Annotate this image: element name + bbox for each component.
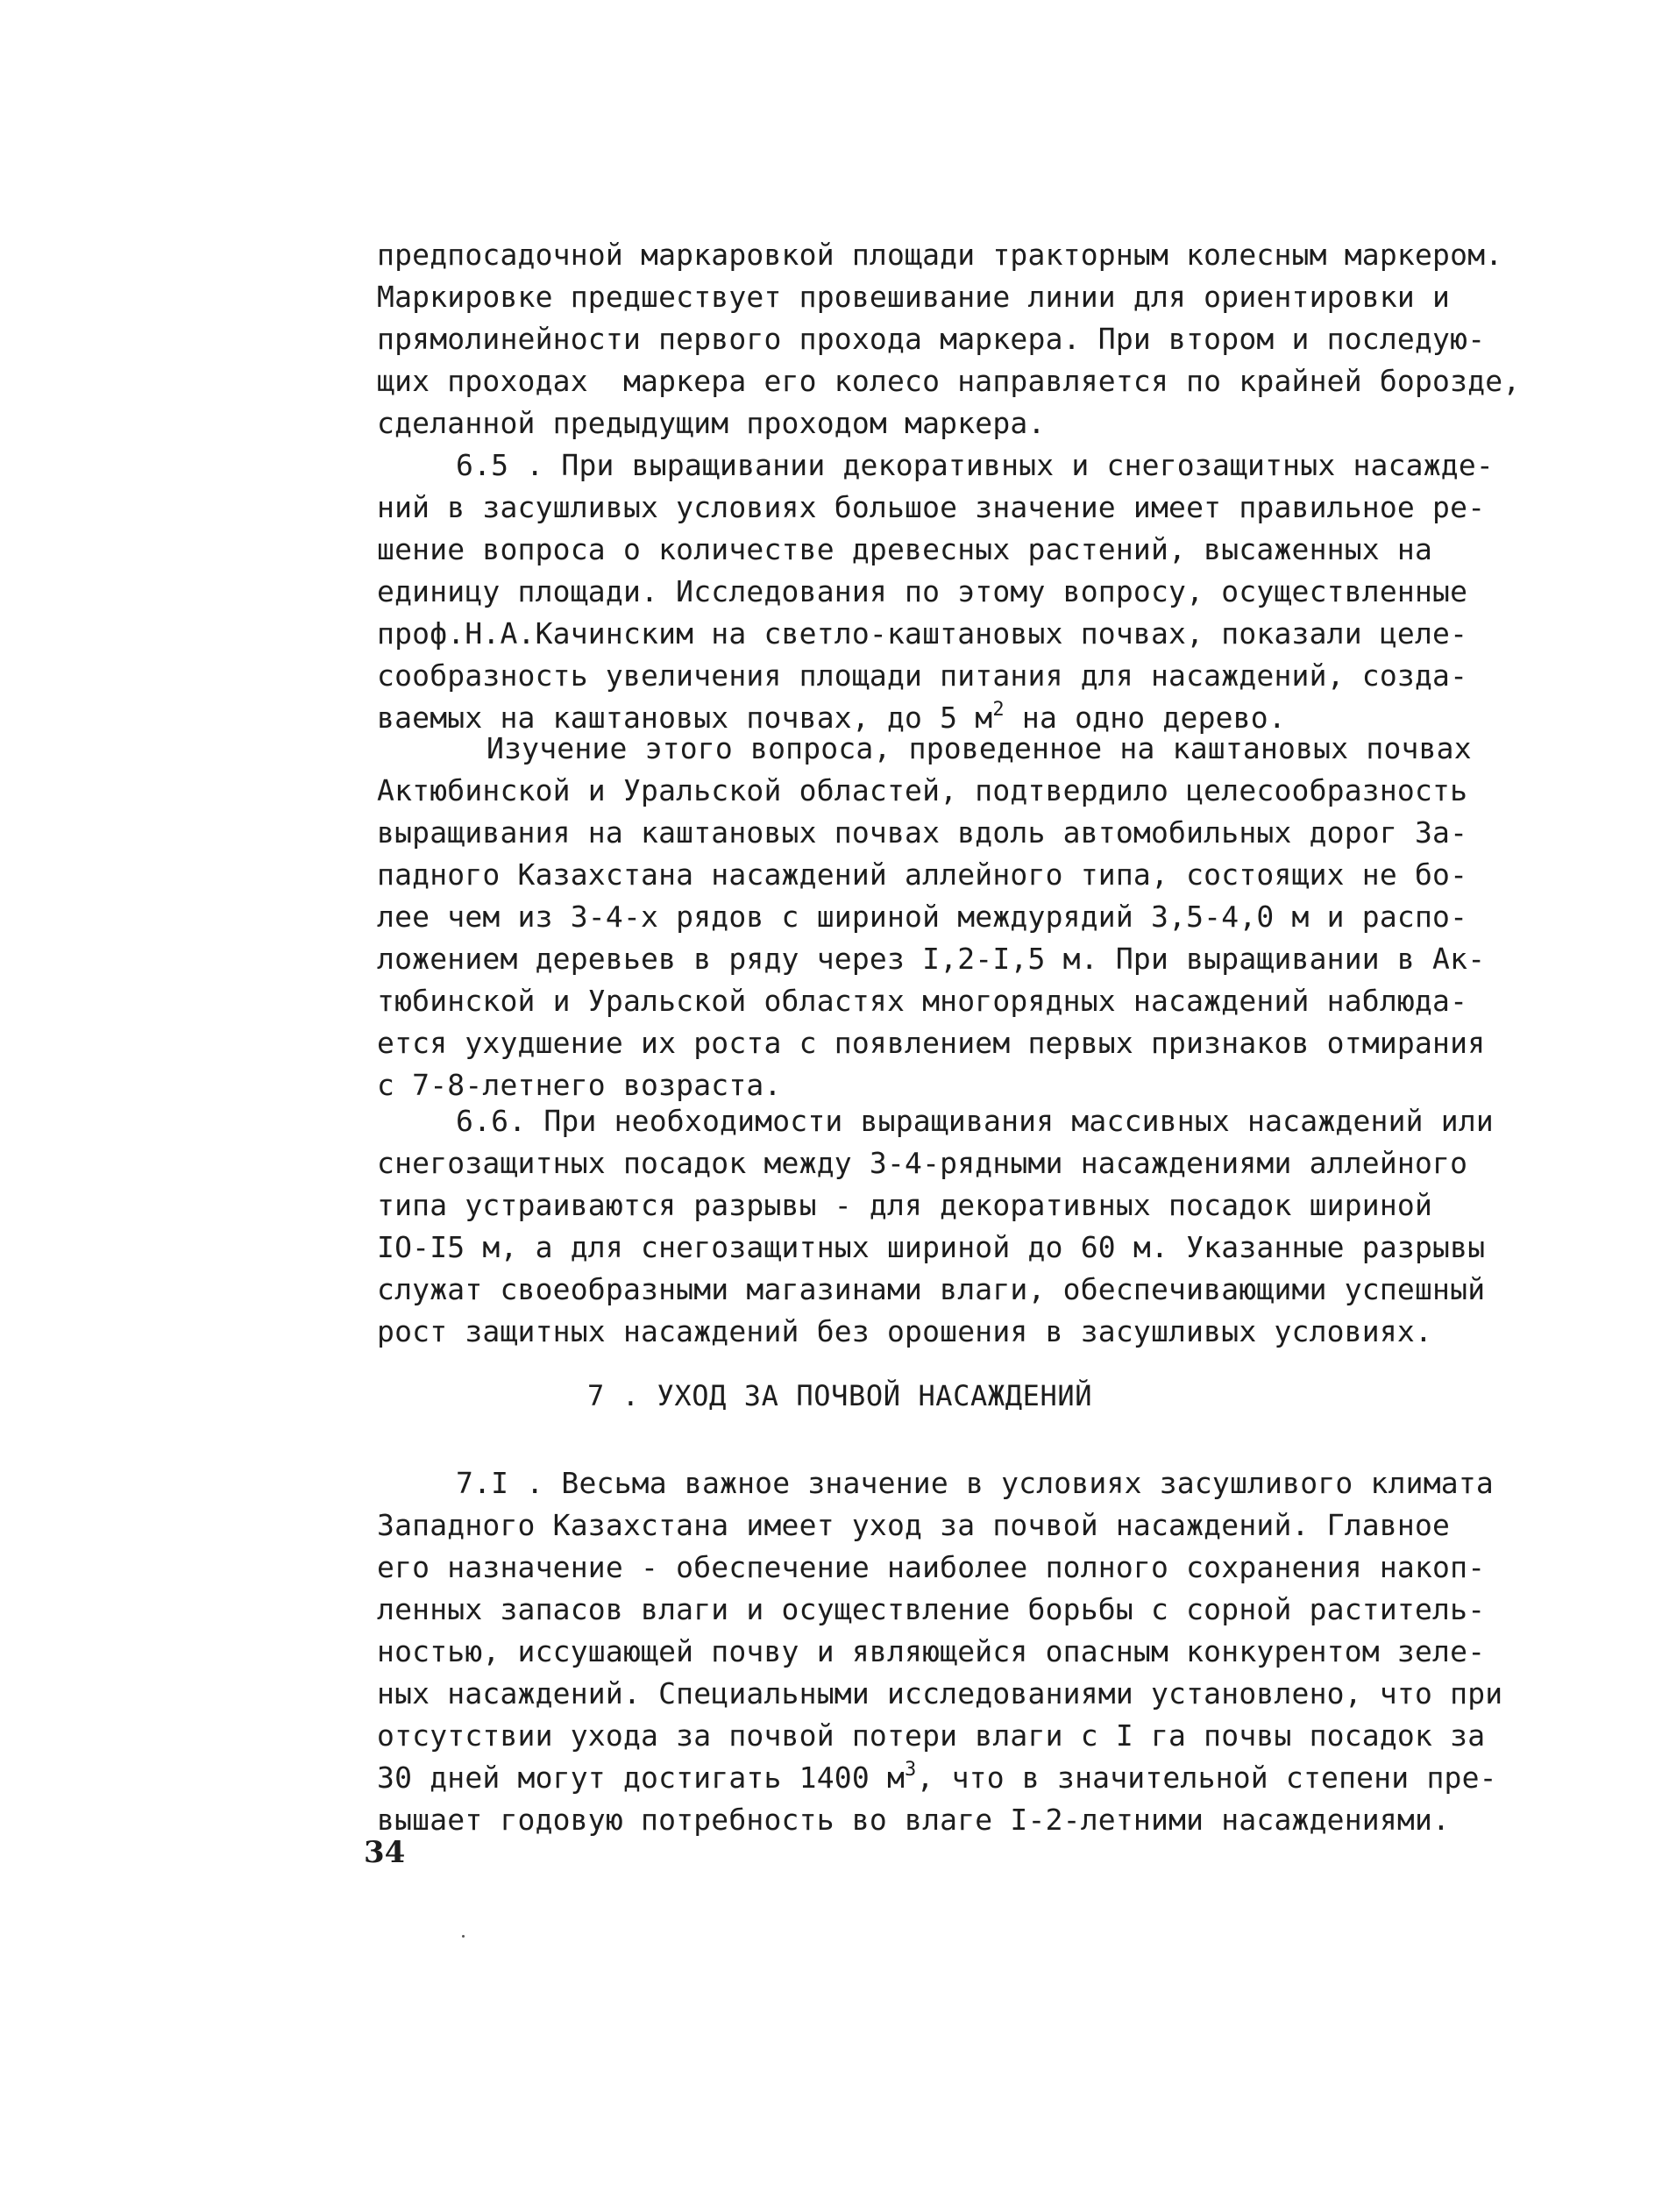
text-line: ложением деревьев в ряду через I,2-I,5 м. При выращивании в Ак- [377,942,1486,976]
text-line: сделанной предыдущим проходом маркера. [377,406,1046,440]
text-line: типа устраиваются разрывы - для декоративных посадок шириной [377,1188,1433,1222]
text-line: лее чем из 3-4-х рядов с шириной междурядий 3,5-4,0 м и распо- [377,900,1468,934]
text-line: ется ухудшение их роста с появлением первых признаков отмирания [377,1026,1486,1060]
text-line: прямолинейности первого прохода маркера. При втором и последую- [377,322,1486,356]
text-line: 6.6. При необходимости выращивания массивных насаждений или [456,1104,1494,1138]
paragraph-4 [377,1100,1494,1353]
text-line: шение вопроса о количестве древесных растений, высаженных на [377,532,1433,566]
text-line: 7.I . Весьма важное значение в условиях засушливого климата [456,1466,1494,1500]
superscript: 3 [905,1759,917,1781]
paragraph-5 [377,1462,1503,1841]
text-line [377,1757,1497,1799]
page-number: 34 [364,1835,406,1870]
text-line: щих проходах маркера его колесо направляется по крайней борозде, [377,364,1521,398]
text-line: ностью, иссушающей почву и являющейся опасным конкурентом зеле- [377,1634,1486,1668]
text-line: ний в засушливых условиях большое значение имеет правильное ре- [377,490,1486,524]
superscript: 2 [992,699,1005,721]
text-line: предпосадочной маркаровкой площади тракторным колесным маркером. [377,238,1503,272]
text-line: служат своеобразными магазинами влаги, обеспечивающими успешный [377,1272,1486,1306]
text-line: отсутствии ухода за почвой потери влаги с I га почвы посадок за [377,1718,1486,1753]
text-line: ленных запасов влаги и осуществление борьбы с сорной раститель- [377,1592,1486,1626]
text-line: IO-I5 м, а для снегозащитных шириной до 60 м. Указанные разрывы [377,1230,1486,1264]
text-line: 6.5 . При выращивании декоративных и снегозащитных насажде- [456,448,1494,482]
text-fragment: ваемых на каштановых почвах, до 5 м [377,701,993,735]
text-line: тюбинской и Уральской областях многорядных насаждений наблюда- [377,984,1468,1018]
text-line: Актюбинской и Уральской областей, подтвердило целесообразность [377,773,1468,807]
text-line: с 7-8-летнего возраста. [377,1068,782,1102]
text-fragment: 30 дней могут достигать 1400 м [377,1760,906,1795]
text-line: Западного Казахстана имеет уход за почвой насаждений. Главное [377,1508,1451,1542]
text-line: выращивания на каштановых почвах вдоль автомобильных дорог За- [377,815,1468,850]
text-line: Изучение этого вопроса, проведенное на каштановых почвах [486,731,1472,765]
scan-speck [462,1935,465,1938]
text-fragment: , что в значительной степени пре- [916,1760,1497,1795]
paragraph-2 [377,445,1494,739]
text-line: проф.Н.А.Качинским на светло-каштановых почвах, показали целе- [377,616,1468,651]
text-fragment: на одно дерево. [1004,701,1286,735]
text-line: вышает годовую потребность во влаге I-2-летними насаждениями. [377,1803,1451,1837]
text-line: сообразность увеличения площади питания для насаждений, созда- [377,658,1468,693]
section-heading: 7 . УХОД ЗА ПОЧВОЙ НАСАЖДЕНИЙ [587,1379,1093,1412]
text-line: снегозащитных посадок между 3-4-рядными насаждениями аллейного [377,1146,1468,1180]
text-line: рост защитных насаждений без орошения в засушливых условиях. [377,1314,1433,1348]
text-line: падного Казахстана насаждений аллейного типа, состоящих не бо- [377,857,1468,892]
paragraph-3 [377,728,1486,1106]
text-line: его назначение - обеспечение наиболее полного сохранения накоп- [377,1550,1486,1584]
text-line: ных насаждений. Специальными исследованиями установлено, что при [377,1676,1503,1711]
text-line: единицу площади. Исследования по этому вопросу, осуществленные [377,574,1468,608]
text-line: Маркировке предшествует провешивание линии для ориентировки и [377,280,1451,314]
paragraph-1 [377,234,1521,445]
